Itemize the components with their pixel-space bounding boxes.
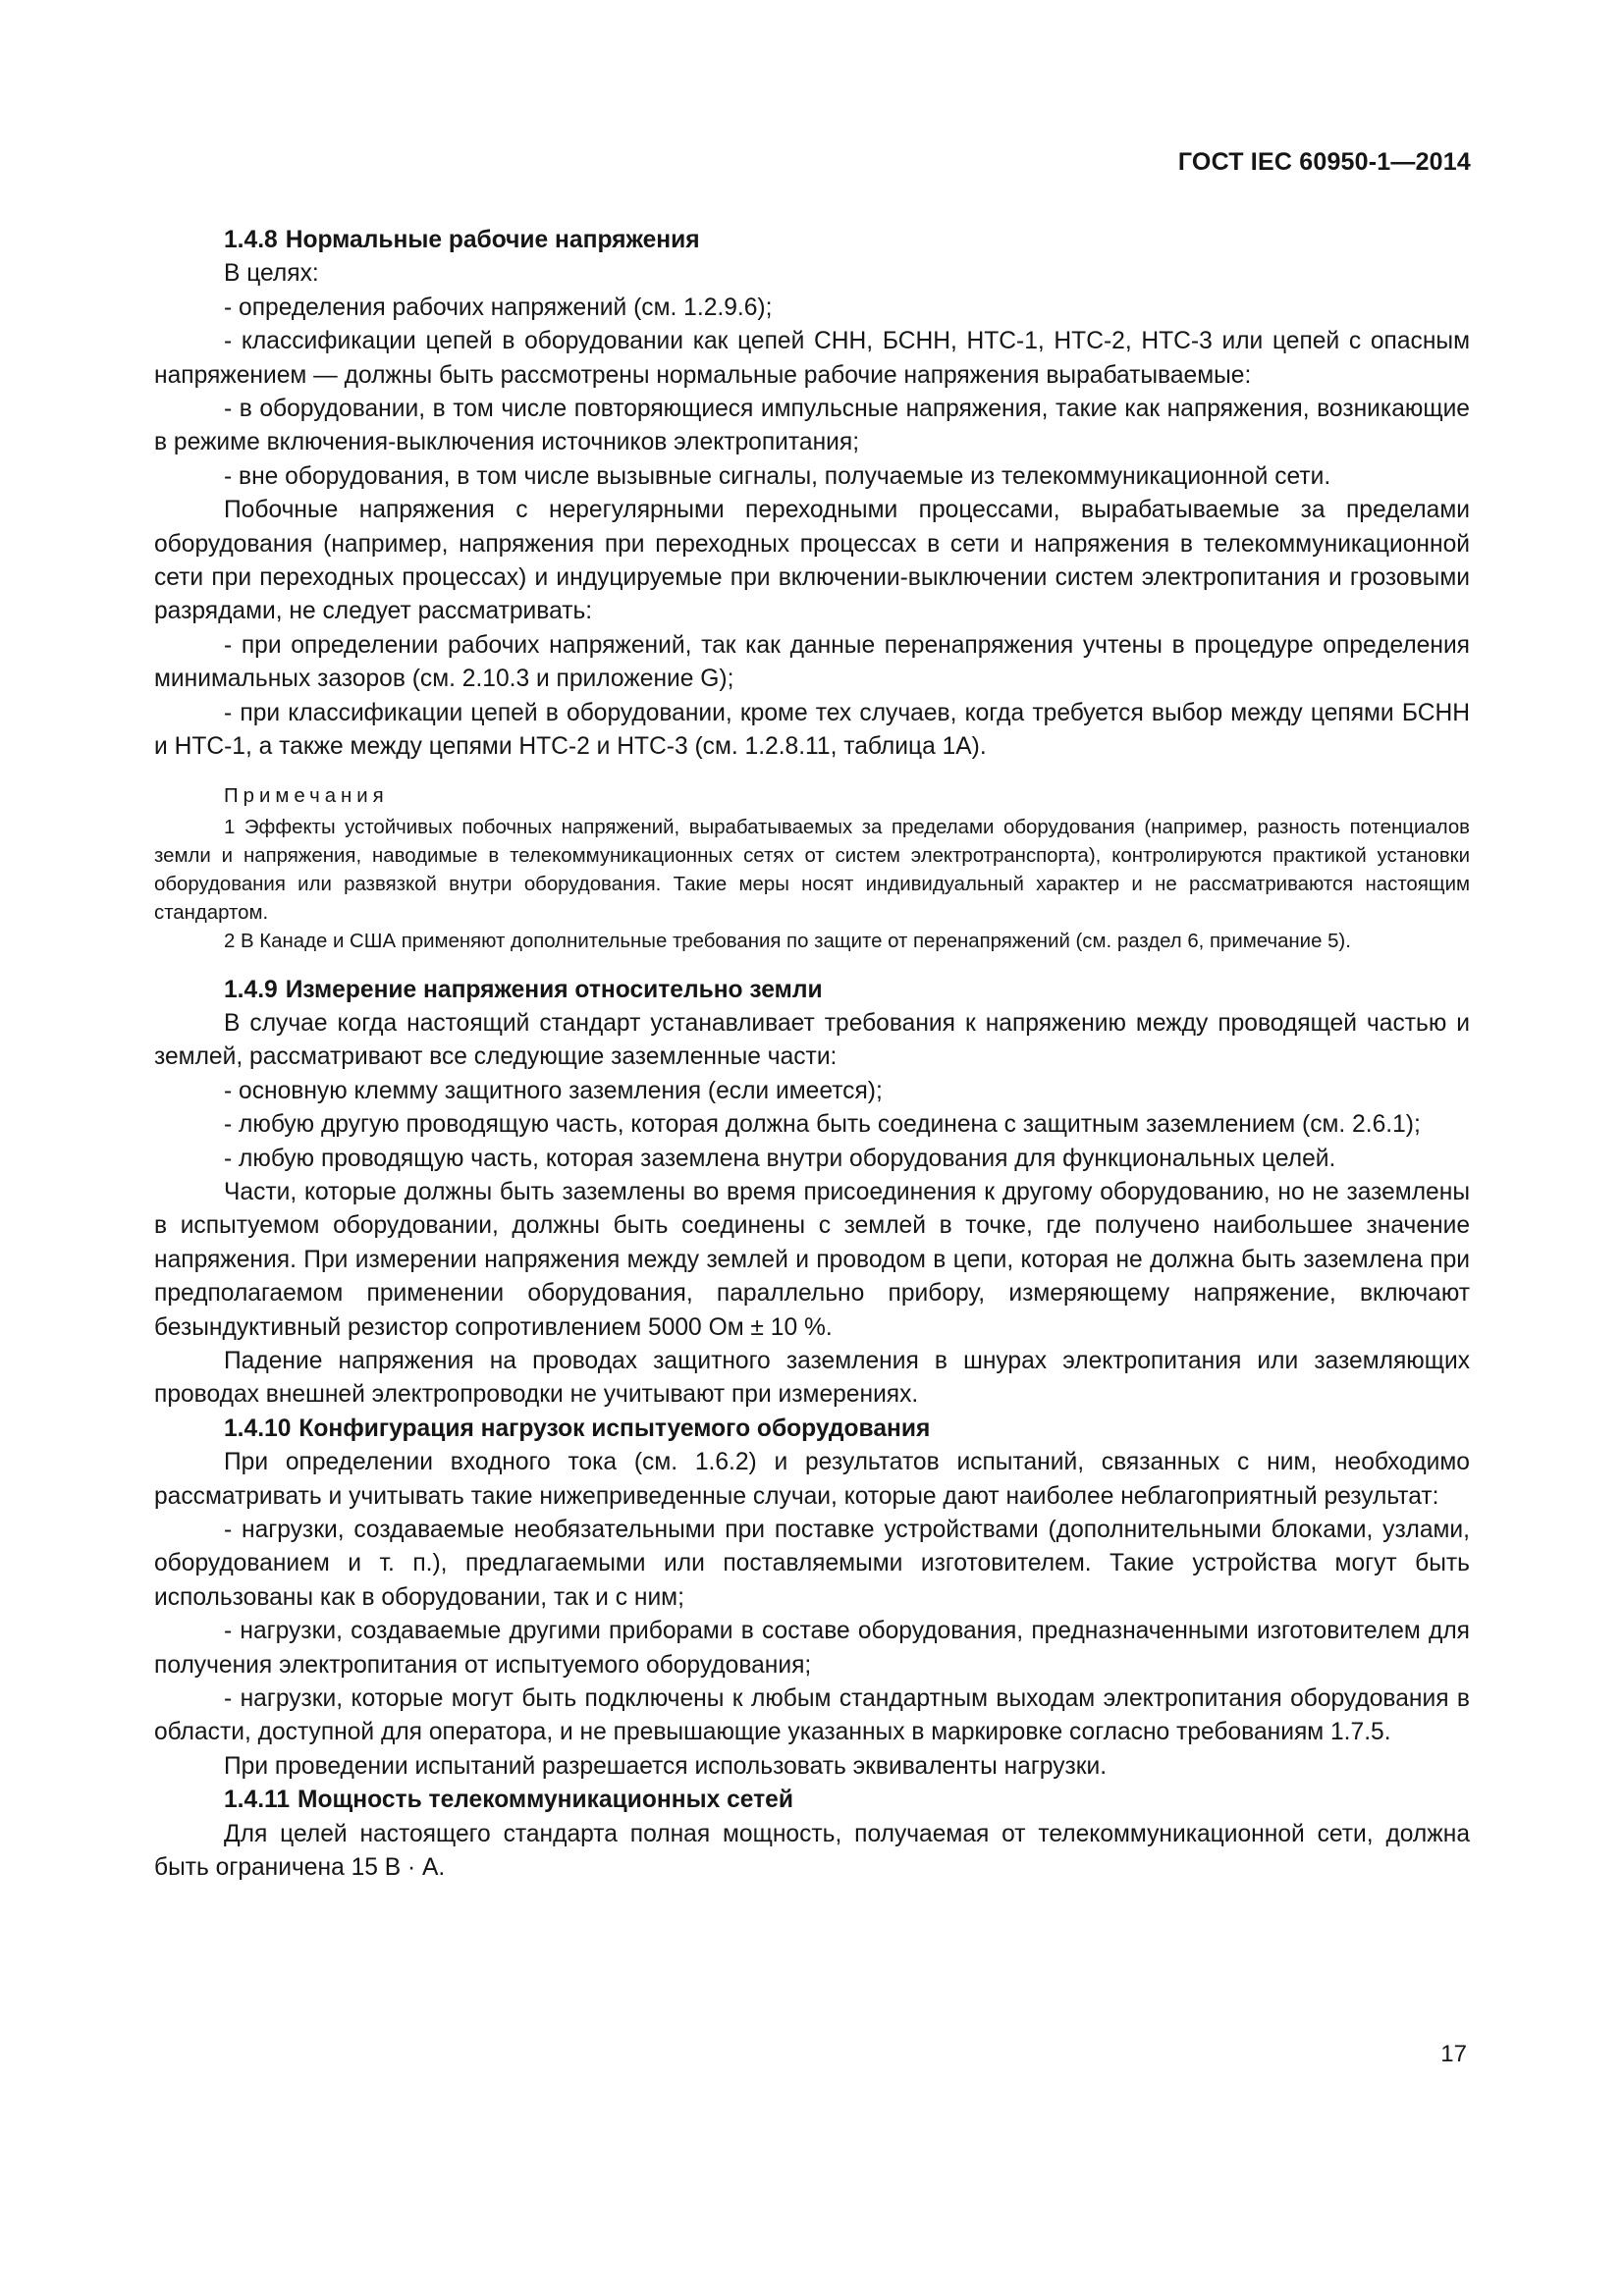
list-item: - определения рабочих напряжений (см. 1.2.9.6);	[224, 294, 773, 321]
section-title: Конфигурация нагрузок испытуемого оборудования	[298, 1415, 931, 1442]
list-item: - при определении рабочих напряжений, так как данные перенапряжения учтены в процедуре определения минимальных зазоров (см. 2.10.3 и приложение G);	[154, 631, 1470, 693]
paragraph: В случае когда настоящий стандарт устанавливает требования к напряжению между проводящей частью и землей, рассматривают все следующие заземленные части:	[154, 1009, 1470, 1071]
list-item: - нагрузки, создаваемые другими приборами в составе оборудования, предназначенными изготовителем для получения электропитания от испытуемого оборудования;	[154, 1618, 1470, 1679]
notes-block	[154, 782, 1470, 956]
section-heading-1-4-11	[154, 1784, 1470, 1817]
list-item: - классификации цепей в оборудовании как цепей СНН, БСНН, НТС-1, НТС-2, НТС-3 или цепей с опасным напряжением — должны быть рассмотрены нормальные рабочие напряжения вырабатываемые:	[154, 328, 1470, 389]
notes-title: Примечания	[224, 784, 389, 807]
paragraph: Падение напряжения на проводах защитного заземления в шнурах электропитания или заземляющих проводах внешней электропроводки не учитывают при измерениях.	[154, 1347, 1470, 1409]
section-heading-1-4-10	[154, 1413, 1470, 1446]
section-title: Нормальные рабочие напряжения	[285, 227, 700, 253]
section-number: 1.4.11	[224, 1787, 291, 1814]
note: 1 Эффекты устойчивых побочных напряжений, вырабатываемых за пределами оборудования (например, разность потенциалов земли и напряжения, наводимые в телекоммуникационных сетях от систем электротранспорта), контролируются практикой установки оборудования или развязкой внутри оборудования. Такие меры носят индивидуальный характер и не рассматриваются настоящим стандартом.	[154, 816, 1470, 924]
list-item: - нагрузки, создаваемые необязательными при поставке устройствами (дополнительными блоками, узлами, оборудованием и т. п.), предлагаемыми или поставляемыми изготовителем. Такие устройства могут быть использованы как в оборудовании, так и с ним;	[154, 1517, 1470, 1611]
section-number: 1.4.10	[224, 1415, 292, 1442]
list-item: - при классификации цепей в оборудовании, кроме тех случаев, когда требуется выбор между цепями БСНН и НТС-1, а также между цепями НТС-2 и НТС-3 (см. 1.2.8.11, таблица 1А).	[154, 699, 1470, 761]
list-item: - основную клемму защитного заземления (если имеется);	[224, 1077, 883, 1104]
document-header: ГОСТ IEC 60950-1—2014	[1177, 148, 1471, 176]
section-heading-1-4-9	[154, 974, 1470, 1007]
paragraph: При проведении испытаний разрешается использовать эквиваленты нагрузки.	[224, 1752, 1108, 1780]
section-number: 1.4.8	[224, 227, 278, 253]
section-heading-1-4-8	[154, 224, 1470, 257]
paragraph: При определении входного тока (см. 1.6.2) и результатов испытаний, связанных с ним, необходимо рассматривать и учитывать такие нижеприведенные случаи, которые дают наиболее неблагоприятный результат:	[154, 1449, 1470, 1510]
document-body	[154, 224, 1470, 1885]
section-number: 1.4.9	[224, 976, 278, 1003]
paragraph: Побочные напряжения с нерегулярными переходными процессами, вырабатываемые за пределами оборудования (например, напряжения при переходных процессах в сети и напряжения в телекоммуникационной сети при переходных процессах) и индуцируемые при включении-выключении систем электропитания и грозовыми разрядами, не следует рассматривать:	[154, 497, 1470, 625]
list-item: - любую проводящую часть, которая заземлена внутри оборудования для функциональных целей.	[224, 1145, 1336, 1172]
list-item: - любую другую проводящую часть, которая должна быть соединена с защитным заземлением (см. 2.6.1);	[224, 1111, 1421, 1139]
page-number: 17	[1440, 2041, 1467, 2067]
section-title: Измерение напряжения относительно земли	[285, 976, 823, 1003]
paragraph: Для целей настоящего стандарта полная мощность, получаемая от телекоммуникационной сети, должна быть ограничена 15 В · А.	[154, 1820, 1470, 1882]
list-item: - в оборудовании, в том числе повторяющиеся импульсные напряжения, такие как напряжения, возникающие в режиме включения-выключения источников электропитания;	[154, 396, 1470, 456]
note: 2 В Канаде и США применяют дополнительные требования по защите от перенапряжений (см. раздел 6, примечание 5).	[224, 930, 1351, 952]
paragraph: Части, которые должны быть заземлены во время присоединения к другому оборудованию, но не заземлены в испытуемом оборудовании, должны быть соединены с землей в точке, где получено наибольшее значение напряжения. При измерении напряжения между землей и проводом в цепи, которая не должна быть заземлена при предполагаемом применении оборудования, параллельно прибору, измеряющему напряжение, включают безындуктивный резистор сопротивлением 5000 Ом ± 10 %.	[154, 1178, 1470, 1341]
list-item: - нагрузки, которые могут быть подключены к любым стандартным выходам электропитания оборудования в области, доступной для оператора, и не превышающие указанных в маркировке согласно требованиям 1.7.5.	[154, 1685, 1470, 1746]
list-item: - вне оборудования, в том числе вызывные сигналы, получаемые из телекоммуникационной сети.	[224, 462, 1331, 490]
paragraph: В целях:	[224, 260, 319, 288]
section-title: Мощность телекоммуникационных сетей	[298, 1787, 793, 1814]
